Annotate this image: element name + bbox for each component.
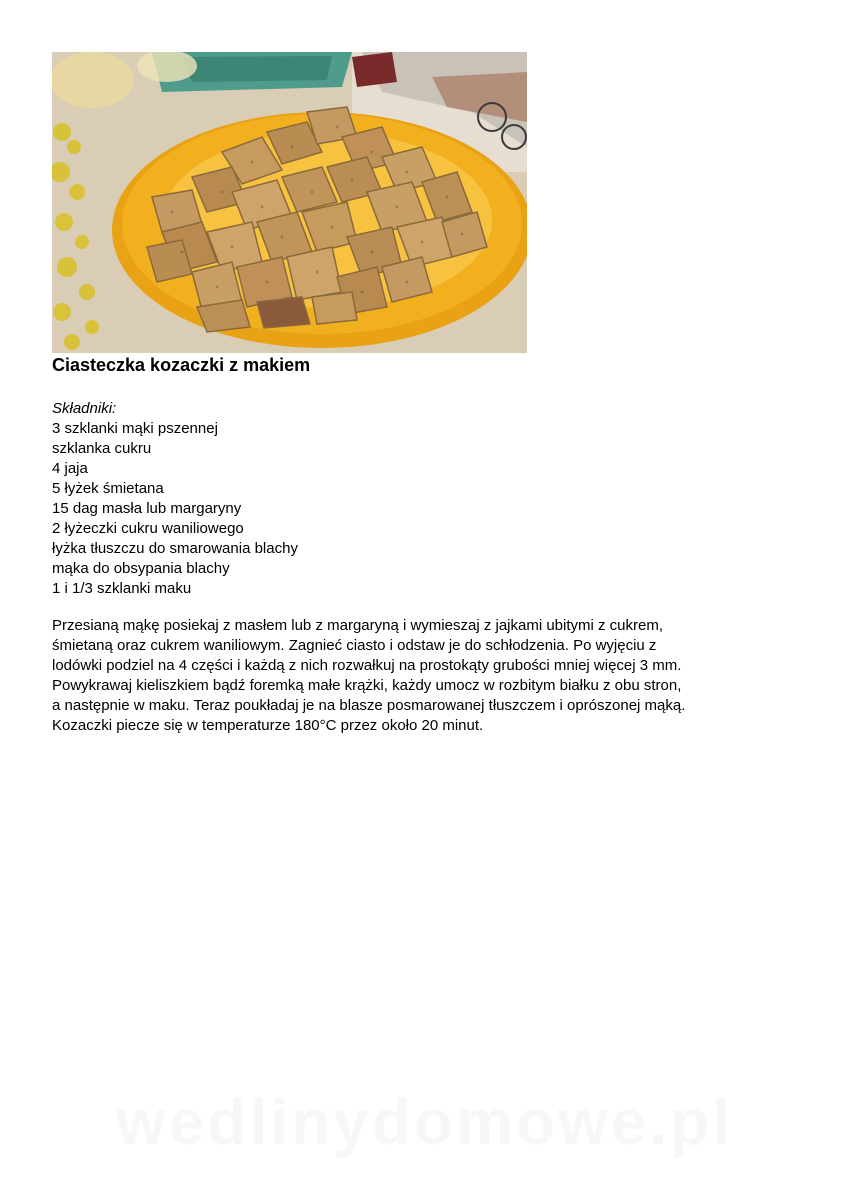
ingredient-item: mąka do obsypania blachy	[52, 560, 230, 577]
ingredient-item: 2 łyżeczki cukru waniliowego	[52, 520, 244, 537]
ingredients-label: Składniki:	[52, 400, 117, 417]
ingredients-section	[52, 399, 298, 599]
recipe-photo	[52, 52, 527, 353]
preparation-text	[52, 616, 685, 736]
cookies-plate-image	[52, 52, 527, 353]
preparation-line: Kozaczki piecze się w temperaturze 180°C przez około 20 minut.	[52, 717, 484, 734]
ingredient-item: łyżka tłuszczu do smarowania blachy	[52, 540, 298, 557]
preparation-line: śmietaną oraz cukrem waniliowym. Zagnieć ciasto i odstaw je do schłodzenia. Po wyjęciu z	[52, 637, 657, 654]
ingredient-item: 1 i 1/3 szklanki maku	[52, 580, 192, 597]
ingredient-item: 15 dag masła lub margaryny	[52, 500, 242, 517]
ingredient-item: 4 jaja	[52, 460, 88, 477]
ingredient-item: 5 łyżek śmietana	[52, 480, 164, 497]
ingredient-item: 3 szklanki mąki pszennej	[52, 420, 218, 437]
preparation-line: a następnie w maku. Teraz poukładaj je na blasze posmarowanej tłuszczem i oprószonej mąką.	[52, 697, 686, 714]
preparation-line: lodówki podziel na 4 części i każdą z nich rozwałkuj na prostokąty grubości mniej więcej 3 mm.	[52, 657, 682, 674]
preparation-line: Powykrawaj kieliszkiem bądź foremką małe krążki, każdy umocz w rozbitym białku z obu stron,	[52, 677, 682, 694]
ingredients-list	[52, 419, 298, 599]
site-watermark: wedlinydomowe.pl	[116, 1086, 733, 1158]
ingredient-item: szklanka cukru	[52, 440, 152, 457]
recipe-title: Ciasteczka kozaczki z makiem	[52, 355, 311, 375]
preparation-line: Przesianą mąkę posiekaj z masłem lub z margaryną i wymieszaj z jajkami ubitymi z cukrem,	[52, 617, 664, 634]
